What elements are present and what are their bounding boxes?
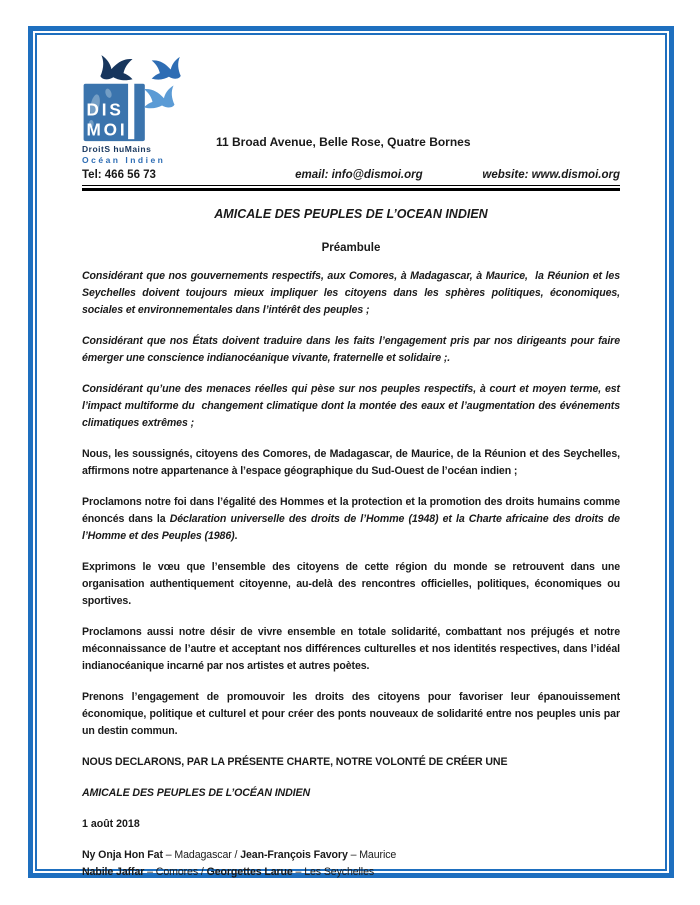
logo-text-moi: MOI	[86, 119, 128, 140]
paragraph-segment: .	[234, 530, 238, 542]
header-divider-rule	[82, 188, 620, 191]
document-content	[37, 35, 665, 878]
dismoi-logo	[82, 55, 202, 165]
paragraph-segment: Proclamons notre foi dans l’égalité des Hommes et la protection et la promotion des droits humains comme énoncés dans la	[82, 496, 623, 525]
paragraph-proclamons-foi	[82, 494, 623, 545]
paragraph-proclamons-desir: Proclamons aussi notre désir de vivre ensemble en totale solidarité, combattant nos préjugés et notre méconnaissance de l’autre et acceptant nos différences culturelles et nos identités respectives, dans l’idéal indianocéanique incarné par nos artistes et autres poètes.	[82, 626, 623, 672]
signatory-country: – Comores /	[144, 866, 207, 878]
paragraph-considerant-2: Considérant que nos États doivent traduire dans les faits l’engagement pris par nos dirigeants pour faire émerger une conscience indianocéanique vivante, fraternelle et solidaire ;.	[82, 335, 623, 364]
email-text: email: info@dismoi.org	[295, 169, 423, 181]
logo-mast	[128, 57, 134, 139]
dove-icon	[144, 86, 175, 109]
signatory-country: – Maurice	[347, 849, 397, 861]
letterhead	[82, 55, 620, 165]
signatures-block	[82, 847, 620, 881]
date-line: 1 août 2018	[82, 818, 140, 830]
signatory-name: Nabile Jaffar	[82, 866, 145, 878]
signatory-country: – Madagascar /	[162, 849, 241, 861]
signatory-name: Jean-François Favory	[240, 849, 348, 861]
signatory-name: Georgettes Larue	[206, 866, 293, 878]
dismoi-logo-graphic	[82, 55, 200, 143]
address-line: 11 Broad Avenue, Belle Rose, Quatre Bornes	[216, 135, 471, 149]
preambule-heading: Préambule	[321, 242, 381, 254]
logo-tagline-ocean-indien: Océan Indien	[82, 155, 166, 165]
paragraph-nous-soussignes: Nous, les soussignés, citoyens des Comores, de Madagascar, de Maurice, de la Réunion et des Seychelles, affirmons notre appartenance à l’espace géographique du Sud-Ouest de l’océan indien ;	[82, 448, 623, 477]
document-title: AMICALE DES PEUPLES DE L’OCEAN INDIEN	[214, 207, 488, 221]
paragraph-segment-italic: Déclaration universelle des droits de l’Homme (1948) et la Charte africaine des droits de l’Homme et des Peuples (1986)	[82, 513, 623, 542]
amicale-name-line: AMICALE DES PEUPLES DE L’OCÉAN INDIEN	[82, 787, 311, 799]
paragraph-exprimons-voeu: Exprimons le vœu que l’ensemble des citoyens de cette région du monde se retrouvent dans une organisation authentiquement citoyenne, au-delà des rencontres officielles, politiques, économiques ou sportives.	[82, 561, 623, 607]
document-border-frame-inner	[35, 33, 667, 878]
dove-icon	[100, 55, 132, 80]
website-text: website: www.dismoi.org	[482, 169, 620, 181]
logo-tagline-droits-humains: DroitS huMains	[82, 144, 152, 154]
signature-line-1	[82, 847, 620, 864]
paragraph-prenons-engagement: Prenons l’engagement de promouvoir les droits des citoyens pour favoriser leur épanouissement économique, politique et culturel et pour créer des ponts nouveaux de solidarité entre nos peuples unis par un destin commun.	[82, 691, 623, 737]
paragraph-considerant-1: Considérant que nos gouvernements respectifs, aux Comores, à Madagascar, à Maurice, la Réunion et les Seychelles doivent toujours mieux impliquer les citoyens dans les sphères politiques, économiques, sociales et environnementales dans l’intérêt des peuples ;	[82, 270, 623, 316]
contact-row	[82, 169, 620, 186]
telephone-text: Tel: 466 56 73	[82, 169, 156, 181]
signature-line-2	[82, 864, 620, 881]
declaration-line: NOUS DECLARONS, PAR LA PRÉSENTE CHARTE, NOTRE VOLONTÉ DE CRÉER UNE	[82, 756, 508, 768]
paragraph-considerant-3: Considérant qu’une des menaces réelles qui pèse sur nos peuples respectifs, à court et moyen terme, est l’impact multiforme du changement climatique dont la montée des eaux et l’augmentation des événements climatiques extrêmes ;	[82, 383, 623, 429]
document-border-frame	[28, 26, 674, 878]
signatory-country: – Les Seychelles	[292, 866, 375, 878]
logo-text-dis: DIS	[86, 99, 124, 120]
signatory-name: Ny Onja Hon Fat	[82, 849, 163, 861]
dove-icon	[152, 57, 181, 80]
